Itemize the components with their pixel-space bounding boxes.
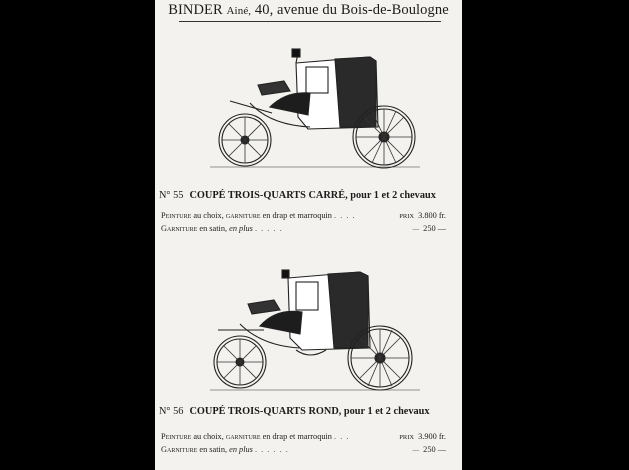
price-label: — xyxy=(412,226,420,233)
price xyxy=(399,432,446,441)
price-label: PRIX xyxy=(399,434,415,441)
maker-name-suffix: Ainé, xyxy=(226,5,252,17)
spec-label: Garniture xyxy=(161,445,198,454)
header-rule xyxy=(179,21,441,22)
spec-italic: en plus xyxy=(229,224,253,233)
page-header xyxy=(155,2,462,19)
price xyxy=(399,211,446,220)
maker-name: BINDER xyxy=(168,2,223,18)
maker-address: 40, avenue du Bois-de-Boulogne xyxy=(254,2,449,18)
spec-label: Peinture xyxy=(161,211,192,220)
spec-line xyxy=(161,224,456,233)
price-value: 3.800 fr. xyxy=(418,211,446,220)
model-number: N° 56 xyxy=(159,406,184,417)
spec-line xyxy=(161,211,456,220)
spec-label: Garniture xyxy=(161,224,198,233)
spec-text: en satin, xyxy=(199,445,228,454)
spec-italic: en plus xyxy=(229,445,253,454)
carriage-engraving-55 xyxy=(210,45,430,175)
spec-label: Peinture xyxy=(161,432,192,441)
spec-text: en satin, xyxy=(199,224,228,233)
spec-text: au choix, xyxy=(193,432,224,441)
spec-text: au choix, xyxy=(193,211,224,220)
spec-text: en drap et marroquin xyxy=(262,432,332,441)
price xyxy=(413,445,446,454)
spec-line xyxy=(161,445,456,454)
leader-dots: . . . . . . xyxy=(254,445,289,454)
price-label: PRIX xyxy=(399,213,415,220)
leader-dots: . . . . xyxy=(334,211,356,220)
price-label: — xyxy=(412,447,420,454)
model-name: COUPÉ TROIS-QUARTS ROND, pour 1 et 2 chevaux xyxy=(189,406,430,417)
leader-dots: . . . xyxy=(334,432,350,441)
model-number: N° 55 xyxy=(159,190,184,201)
leader-dots: . . . . . xyxy=(254,224,283,233)
spec-text: en drap et marroquin xyxy=(262,211,332,220)
model-name: COUPÉ TROIS-QUARTS CARRÉ, pour 1 et 2 chevaux xyxy=(189,190,436,201)
price-value: 3.900 fr. xyxy=(418,432,446,441)
spec-label: garniture xyxy=(225,211,261,220)
model-title-55 xyxy=(159,190,459,201)
spec-label: garniture xyxy=(225,432,261,441)
price-value: 250 — xyxy=(423,445,446,454)
price xyxy=(413,224,446,233)
spec-line xyxy=(161,432,456,441)
catalogue-page xyxy=(155,0,462,470)
price-value: 250 — xyxy=(423,224,446,233)
model-title-56 xyxy=(159,406,459,417)
carriage-engraving-56 xyxy=(210,268,430,398)
